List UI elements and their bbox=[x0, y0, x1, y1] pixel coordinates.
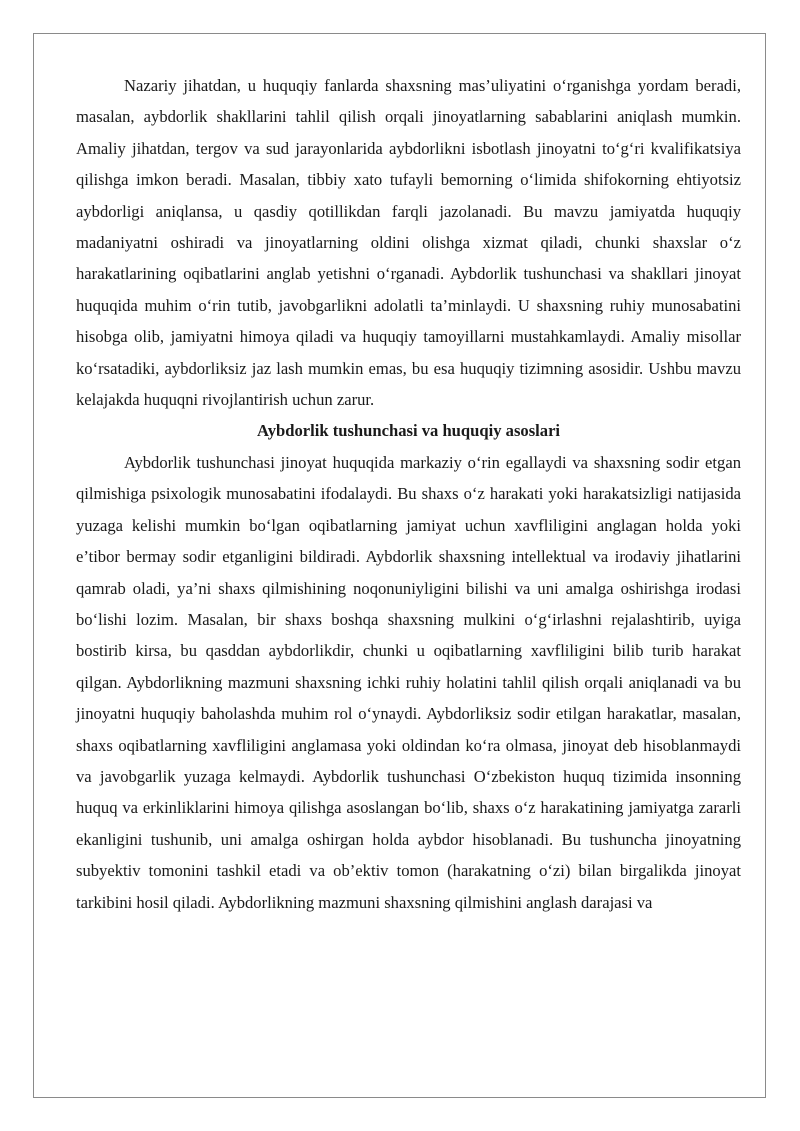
section-heading: Aybdorlik tushunchasi va huquqiy asoslari bbox=[256, 421, 561, 441]
document-body bbox=[76, 70, 741, 918]
intro-paragraph: Nazariy jihatdan, u huquqiy fanlarda shaxsning mas’uliyatini o‘rganishga yordam beradi, masalan, aybdorlik shakllarini tahlil qilish orqali jinoyatlarning sabablarini aniqlash mumkin. Amaliy jihatdan, tergov va sud jarayonlarida aybdorlikni isbotlash jinoyatni to‘g‘ri kvalifikatsiya qilishga imkon beradi. Masalan, tibbiy xato tufayli bemorning o‘limida shifokorning ehtiyotsiz aybdorligi aniqlansa, u qasdiy qotillikdan farqli jazolanadi. Bu mavzu jamiyatda huquqiy madaniyatni oshiradi va jinoyatlarning oldini olishga xizmat qiladi, chunki shaxslar o‘z harakatlarining oqibatlarini anglab yetishni o‘rganadi. Aybdorlik tushunchasi va shakllari jinoyat huquqida muhim o‘rin tutib, javobgarlikni adolatli ta’minlaydi. U shaxsning ruhiy munosabatini hisobga olib, jamiyatni himoya qiladi va huquqiy tamoyillarni mustahkamlaydi. Amaliy misollar ko‘rsatadiki, aybdorliksiz jaz lash mumkin emas, bu esa huquqiy tizimning asosidir. Ushbu mavzu kelajakda huquqni rivojlantirish uchun zarur. bbox=[76, 76, 741, 410]
body-paragraph: Aybdorlik tushunchasi jinoyat huquqida markaziy o‘rin egallaydi va shaxsning sodir etgan qilmishiga psixologik munosabatini ifodalaydi. Bu shaxs o‘z harakati yoki harakatsizligi natijasida yuzaga kelishi mumkin bo‘lgan oqibatlarning jamiyat uchun xavfliligini anglagan holda yoki e’tibor bermay sodir etganligini bildiradi. Aybdorlik shaxsning intellektual va irodaviy jihatlarini qamrab oladi, ya’ni shaxs qilmishining noqonuniyligini bilishi va uni amalga oshirishga irodasi bo‘lishi lozim. Masalan, bir shaxs boshqa shaxsning mulkini o‘g‘irlashni rejalashtirib, uyiga bostirib kirsa, bu qasddan aybdorlikdir, chunki u oqibatlarning xavfliligini bilib turib harakat qilgan. Aybdorlikning mazmuni shaxsning ichki ruhiy holatini tahlil qilish orqali aniqlanadi va bu jinoyatni huquqiy baholashda muhim rol o‘ynaydi. Aybdorliksiz sodir etilgan harakatlar, masalan, shaxs oqibatlarning xavfliligini anglamasa yoki oldindan ko‘ra olmasa, jinoyat deb hisoblanmaydi va javobgarlik yuzaga kelmaydi. Aybdorlik tushunchasi O‘zbekiston huquq tizimida insonning huquq va erkinliklarini himoya qilishga asoslangan bo‘lib, shaxs o‘z harakatining jamiyatga zararli ekanligini tushunib, uni amalga oshirgan holda aybdor hisoblanadi. Bu tushuncha jinoyatning subyektiv tomonini tashkil etadi va ob’ektiv tomon (harakatning o‘zi) bilan birgalikda jinoyat tarkibini hosil qiladi. Aybdorlikning mazmuni shaxsning qilmishini anglash darajasi va bbox=[76, 452, 741, 912]
